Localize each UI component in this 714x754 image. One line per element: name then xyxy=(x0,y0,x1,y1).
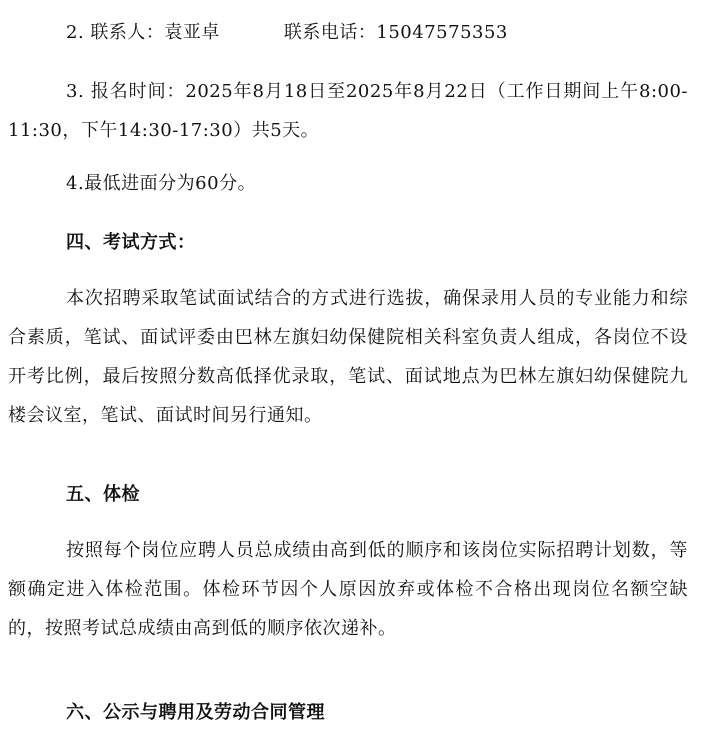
physical-exam-paragraph: 按照每个岗位应聘人员总成绩由高到低的顺序和该岗位实际招聘计划数，等额确定进入体检范围。体检环节因个人原因放弃或体检不合格出现岗位名额空缺的，按照考试总成绩由高到低的顺序依次递补。 xyxy=(8,540,688,639)
section-heading-publicity-employment: 六、公示与聘用及劳动合同管理 xyxy=(66,702,325,723)
contact-phone: 联系电话：15047575353 xyxy=(283,22,508,43)
section-heading-exam-method: 四、考试方式： xyxy=(66,232,196,253)
section-heading-physical-exam: 五、体检 xyxy=(66,484,140,505)
exam-method-paragraph: 本次招聘采取笔试面试结合的方式进行选拔，确保录用人员的专业能力和综合素质，笔试、面试评委由巴林左旗妇幼保健院相关科室负责人组成，各岗位不设开考比例，最后按照分数高低择优录取，笔试、面试地点为巴林左旗妇幼保健院九楼会议室，笔试、面试时间另行通知。 xyxy=(8,288,688,426)
contact-person: 2. 联系人：袁亚卓 xyxy=(66,22,220,43)
registration-time-paragraph: 3. 报名时间：2025年8月18日至2025年8月22日（工作日期间上午8:00-11:30，下午14:30-17:30）共5天。 xyxy=(8,81,688,141)
contact-line xyxy=(66,20,508,46)
minimum-score-line: 4.最低进面分为60分。 xyxy=(66,173,257,194)
